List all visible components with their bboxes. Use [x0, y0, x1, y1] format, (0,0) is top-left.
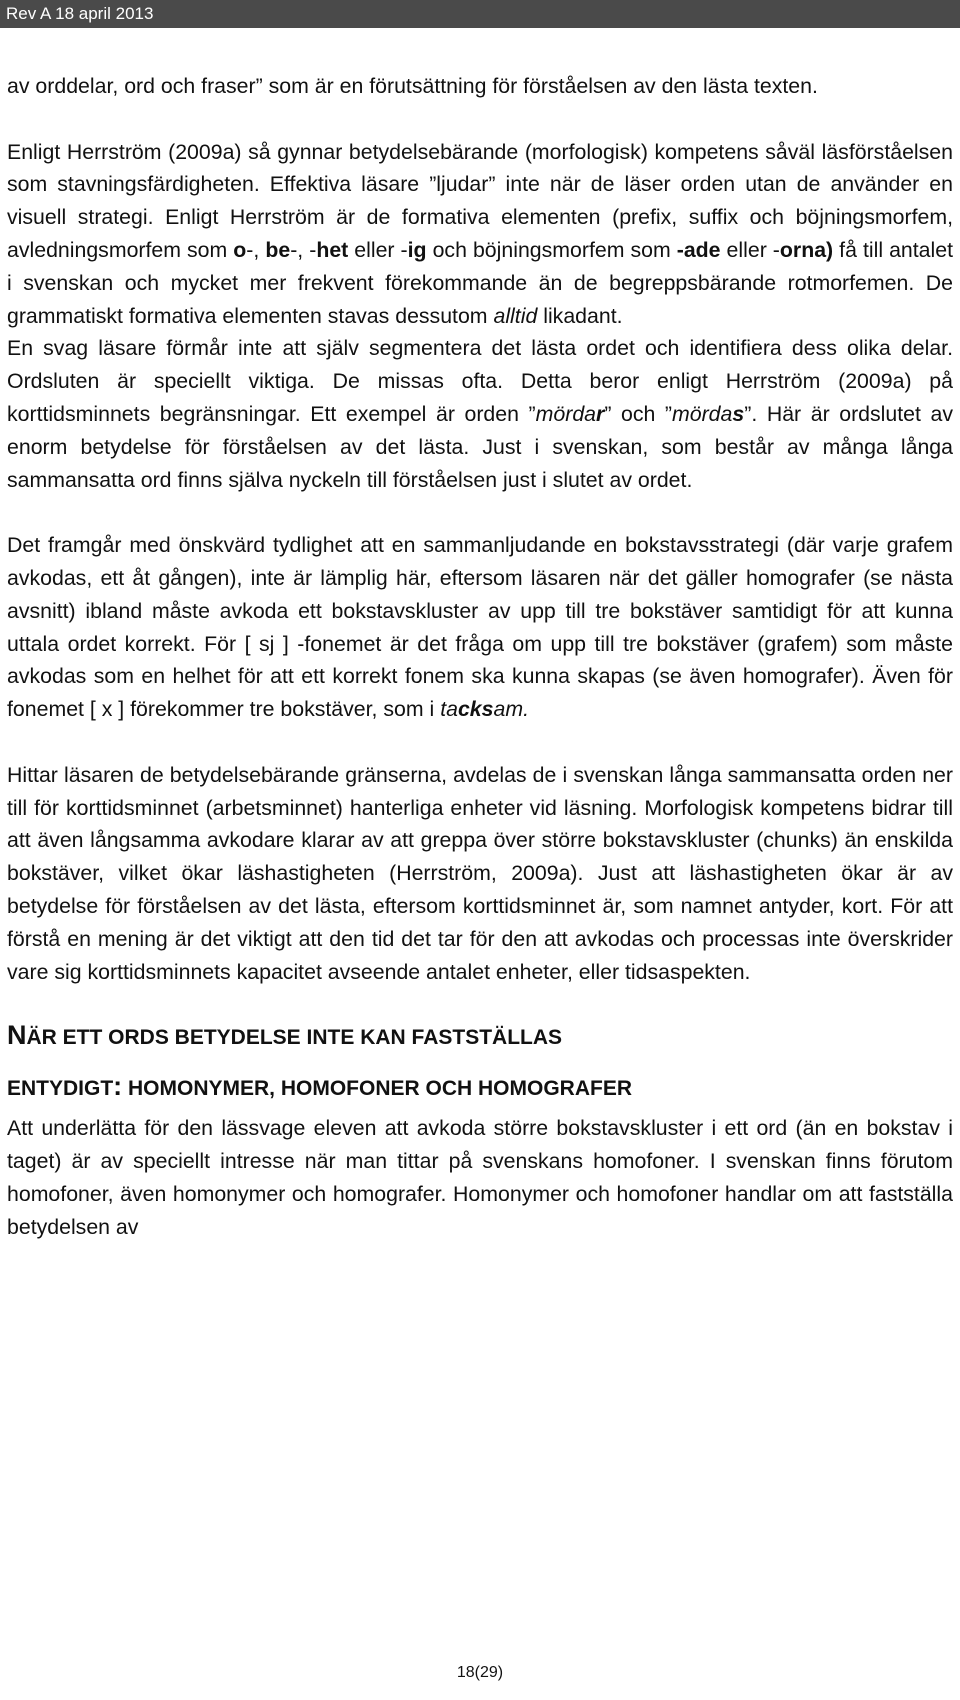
heading-text: HOMONYMER, HOMOFONER OCH HOMOGRAFER: [122, 1077, 632, 1101]
text-run: och böjningsmorfem som: [426, 237, 677, 262]
bold-term: het: [316, 237, 349, 262]
page-footer: [0, 1664, 960, 1682]
text-run: Det framgår med önskvärd tydlighet att en sammanljudande en bokstavsstrategi (där varje grafem avkodas, ett åt gången), inte är lämplig här, eftersom läsaren när det gäller homografer (se nästa avsnitt) ibland måste avkoda ett bokstavskluster av upp till tre bokstäver samtidigt för att kunna uttala ordet korrekt. För [ sj ] -fonemet är det fråga om upp till tre bokstäver (grafem) som måste avkodas som en helhet för att ett korrekt fonem ska kunna skapas (se även homografer). Även för fonemet [ x ] förekommer tre bokstäver, som i: [7, 533, 953, 722]
bold-italic-term: s: [732, 401, 745, 426]
paragraph-6: [7, 1112, 953, 1243]
bold-term: ig: [407, 237, 427, 262]
revision-label: Rev A 18 april 2013: [6, 4, 154, 23]
bold-italic-term: cks: [457, 697, 494, 722]
paragraph-1: [7, 70, 953, 103]
bold-term: orna): [779, 237, 834, 262]
paragraph-3: [7, 332, 953, 496]
text-run: eller -: [720, 237, 780, 262]
heading-text: ÄR ETT ORDS BETYDELSE INTE KAN FASTSTÄLLAS: [26, 1026, 563, 1050]
text-run: Enligt Herrström (2009a) så gynnar betydelsebärande (morfologisk) kompetens såväl läsförståelsen som stavningsfärdigheten. Effektiva läsare ”ljudar” inte när de läser orden utan de använder en visuell strategi. Enligt Herrström är de formativa elementen (prefix, suffix och böjningsmorfem, avledningsmorfem som: [7, 139, 953, 262]
italic-term: alltid: [493, 303, 538, 328]
text-run: eller -: [348, 237, 408, 262]
bold-term: -ade: [676, 237, 721, 262]
paragraph-gap: [7, 496, 953, 529]
bold-term: be: [265, 237, 291, 262]
paragraph-4: [7, 529, 953, 726]
text-run: -,: [246, 237, 266, 262]
section-heading: [7, 1010, 953, 1112]
italic-term: am.: [493, 697, 530, 722]
text-run: av orddelar, ord och fraser” som är en förutsättning för förståelsen av den lästa texten.: [7, 74, 818, 98]
bold-term: o: [233, 237, 247, 262]
paragraph-2: [7, 136, 953, 333]
text-run: likadant.: [537, 303, 623, 328]
heading-initial: N: [7, 1020, 27, 1051]
page-number: 18(29): [456, 1664, 504, 1681]
page-header: [0, 0, 960, 28]
text-run: -, -: [290, 237, 317, 262]
text-run: En svag läsare förmår inte att själv segmentera det lästa ordet och identifiera dess olika delar. Ordsluten är speciellt viktiga. De missas ofta. Detta beror enligt Herrström (2009a) på korttidsminnets begränsningar. Ett exempel är orden ”: [7, 336, 953, 426]
italic-term: mörda: [672, 401, 733, 426]
paragraph-gap: [7, 103, 953, 136]
heading-text: ENTYDIGT: [7, 1077, 114, 1101]
document-body: [7, 70, 953, 1244]
italic-term: ta: [440, 697, 458, 722]
italic-term: mörda: [535, 401, 597, 426]
heading-colon: :: [113, 1071, 123, 1102]
bold-italic-term: r: [596, 401, 605, 426]
paragraph-gap: [7, 726, 953, 759]
text-run: få till antalet i svenskan och mycket mer frekvent förekommande än de begreppsbärande rotmorfemen. De grammatiskt formativa elementen stavas dessutom: [7, 237, 954, 328]
paragraph-5: [7, 759, 953, 989]
text-run: ”. Här är ordslutet av enorm betydelse för förståelsen av det lästa. Just i svenskan, som består av många långa sammansatta ord finns själva nyckeln till förståelsen just i slutet av ordet.: [7, 401, 953, 492]
text-run: Att underlätta för den lässvage eleven att avkoda större bokstavskluster i ett ord (än en bokstav i taget) är av speciellt intresse när man tittar på svenskans homofoner. I svenskan finns förutom homofoner, även homonymer och homografer. Homonymer och homofoner handlar om att fastställa betydelsen av: [7, 1116, 953, 1239]
text-run: ” och ”: [604, 401, 672, 426]
text-run: Hittar läsaren de betydelsebärande gränserna, avdelas de i svenskan långa sammansatta orden ner till för korttidsminnet (arbetsminnet) hanterliga enheter vid läsning. Morfologisk kompetens bidrar till att även långsamma avkodare klarar av att greppa över större bokstavskluster (chunks) än enskilda bokstäver, vilket ökar läshastigheten (Herrström, 2009a). Just att läshastigheten ökar är av betydelse för förståelsen av det lästa, eftersom korttidsminnet är, som namnet antyder, kort. För att förstå en mening är det viktigt att den tid det tar för den att avkodas och processas inte överskrider vare sig korttidsminnets kapacitet avseende antalet enheter, eller tidsaspekten.: [7, 762, 953, 984]
